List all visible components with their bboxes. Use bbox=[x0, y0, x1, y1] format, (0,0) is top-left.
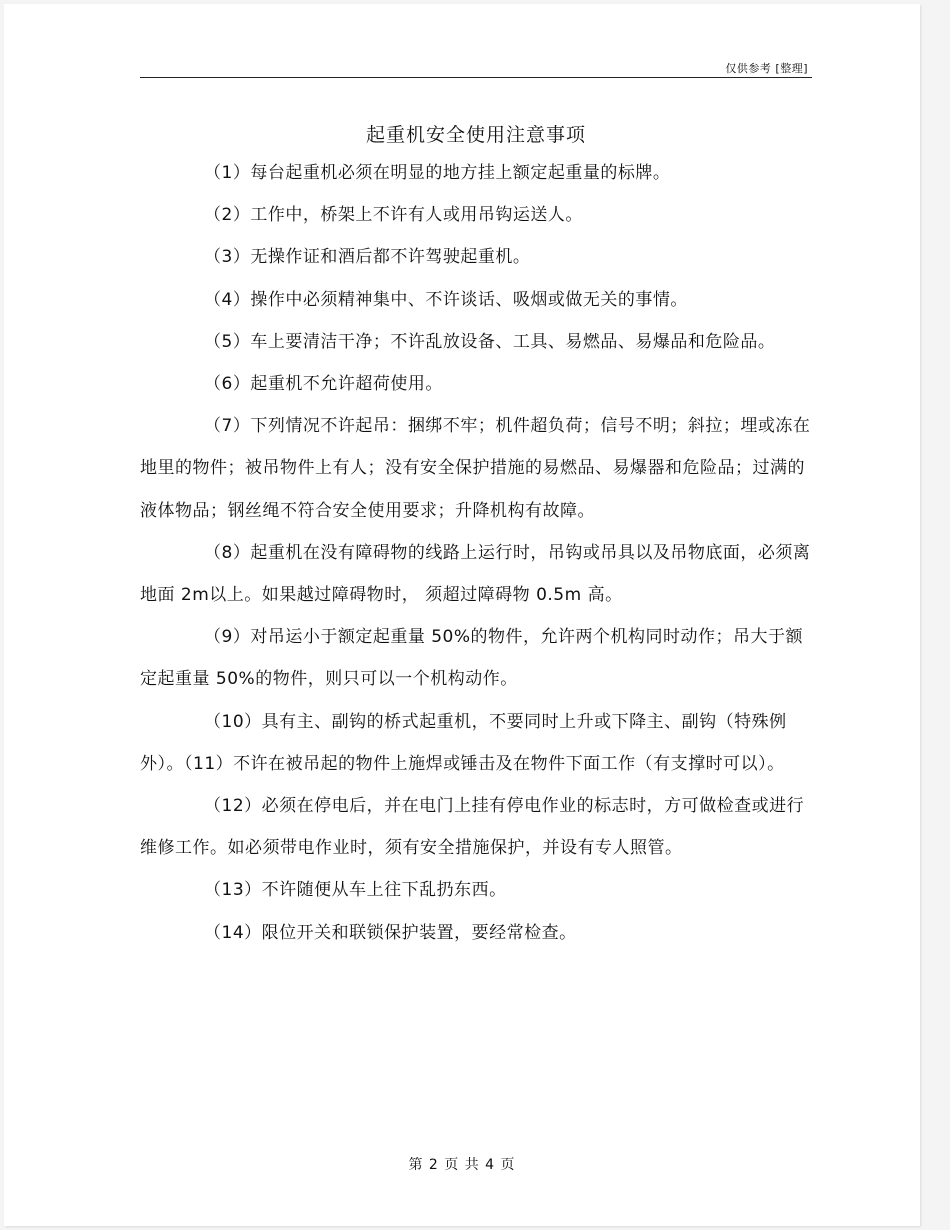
paragraph-3: （3）无操作证和酒后都不许驾驶起重机。 bbox=[204, 247, 531, 268]
paragraph-5: （5）车上要清洁干净；不许乱放设备、工具、易燃品、易爆品和危险品。 bbox=[204, 331, 776, 352]
paragraph-4: （4）操作中必须精神集中、不许谈话、吸烟或做无关的事情。 bbox=[204, 289, 688, 310]
paragraph-7: （7）下列情况不许起吊：捆绑不牢；机件超负荷；信号不明；斜拉；埋或冻在地里的物件；被吊物件上有人；没有安全保护措施的易燃品、易爆器和危险品；过满的液体物品；钢丝绳不符合安全使用要求；升降机构有故障。 bbox=[140, 416, 811, 521]
header-note: 仅供参考 [整理] bbox=[725, 62, 808, 75]
paragraph-6: （6）起重机不允许超荷使用。 bbox=[204, 374, 443, 395]
paragraph-2: （2）工作中，桥架上不许有人或用吊钩运送人。 bbox=[204, 205, 583, 226]
document-title: 起重机安全使用注意事项 bbox=[365, 124, 586, 146]
paragraph-14: （14）限位开关和联锁保护装置，要经常检查。 bbox=[204, 922, 577, 943]
paragraph-13: （13）不许随便从车上往下乱扔东西。 bbox=[204, 880, 507, 901]
paragraph-12: （12）必须在停电后，并在电门上挂有停电作业的标志时，方可做检查或进行维修工作。如必须带电作业时，须有安全措施保护，并设有专人照管。 bbox=[140, 796, 805, 859]
document-page bbox=[4, 4, 920, 1226]
paragraph-8: （8）起重机在没有障碍物的线路上运行时，吊钩或吊具以及吊物底面，必须离地面 2m以上。如果越过障碍物时， 须超过障碍物 0.5m 高。 bbox=[140, 542, 811, 606]
paragraph-1: （1）每台起重机必须在明显的地方挂上额定起重量的标牌。 bbox=[204, 163, 671, 183]
page-number: 第 2 页 共 4 页 bbox=[408, 1157, 516, 1173]
paragraph-10-11: （10）具有主、副钩的桥式起重机，不要同时上升或下降主、副钩（特殊例外）。（11）不许在被吊起的物件上施焊或锤击及在物件下面工作（有支撑时可以）。 bbox=[140, 711, 787, 774]
header-divider bbox=[140, 77, 812, 78]
document-body bbox=[140, 152, 812, 954]
paragraph-9: （9）对吊运小于额定起重量 50%的物件，允许两个机构同时动作；吊大于额定起重量 50%的物件，则只可以一个机构动作。 bbox=[140, 627, 804, 690]
